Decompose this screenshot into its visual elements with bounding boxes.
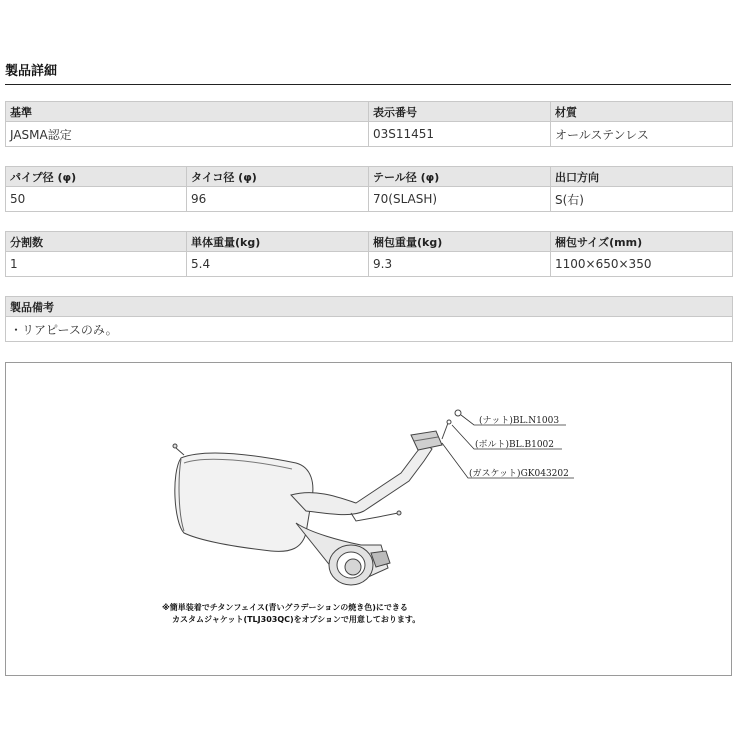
value-package-weight: 9.3 [369, 252, 551, 277]
spec-table-dimensions [5, 166, 733, 212]
header-package-size: 梱包サイズ(mm) [551, 232, 733, 252]
header-material: 材質 [551, 102, 733, 122]
header-remarks: 製品備考 [6, 297, 733, 317]
callout-gasket: (ガスケット)GK043202 [469, 469, 569, 479]
note-line-1: ※簡単装着でチタンフェイス(青いグラデーションの焼き色)にできる [162, 603, 408, 612]
value-unit-weight: 5.4 [187, 252, 369, 277]
value-pieces: 1 [6, 252, 187, 277]
header-exit-direction: 出口方向 [551, 167, 733, 187]
note-line-2: カスタムジャケット(TLJ303QC)をオプションで用意しております。 [172, 615, 421, 624]
title-divider [5, 84, 731, 85]
header-display-number: 表示番号 [369, 102, 551, 122]
inlet-pipe [291, 431, 442, 515]
fastener-parts [442, 410, 461, 439]
spec-table-weights [5, 231, 733, 277]
value-material: オールステンレス [551, 122, 733, 147]
header-pieces: 分割数 [6, 232, 187, 252]
value-pipe-diameter: 50 [6, 187, 187, 212]
header-unit-weight: 単体重量(kg) [187, 232, 369, 252]
header-silencer-diameter: タイコ径 (φ) [187, 167, 369, 187]
value-silencer-diameter: 96 [187, 187, 369, 212]
header-standard: 基準 [6, 102, 369, 122]
spec-table-remarks [5, 296, 733, 342]
spec-table-standard [5, 101, 733, 147]
header-package-weight: 梱包重量(kg) [369, 232, 551, 252]
callout-bolt: (ボルト)BL.B1002 [475, 440, 554, 450]
tail-pipe [296, 523, 390, 585]
value-remarks: ・リアピースのみ。 [6, 317, 733, 342]
muffler-diagram [6, 363, 731, 675]
header-tail-diameter: テール径 (φ) [369, 167, 551, 187]
value-package-size: 1100×650×350 [551, 252, 733, 277]
value-tail-diameter: 70(SLASH) [369, 187, 551, 212]
header-pipe-diameter: パイプ径 (φ) [6, 167, 187, 187]
callout-nut: (ナット)BL.N1003 [479, 416, 560, 426]
value-display-number: 03S11451 [369, 122, 551, 147]
value-standard: JASMA認定 [6, 122, 369, 147]
product-figure [5, 362, 732, 676]
muffler-silencer [173, 444, 313, 551]
section-title: 製品詳細 [5, 64, 58, 79]
value-exit-direction: S(右) [551, 187, 733, 212]
